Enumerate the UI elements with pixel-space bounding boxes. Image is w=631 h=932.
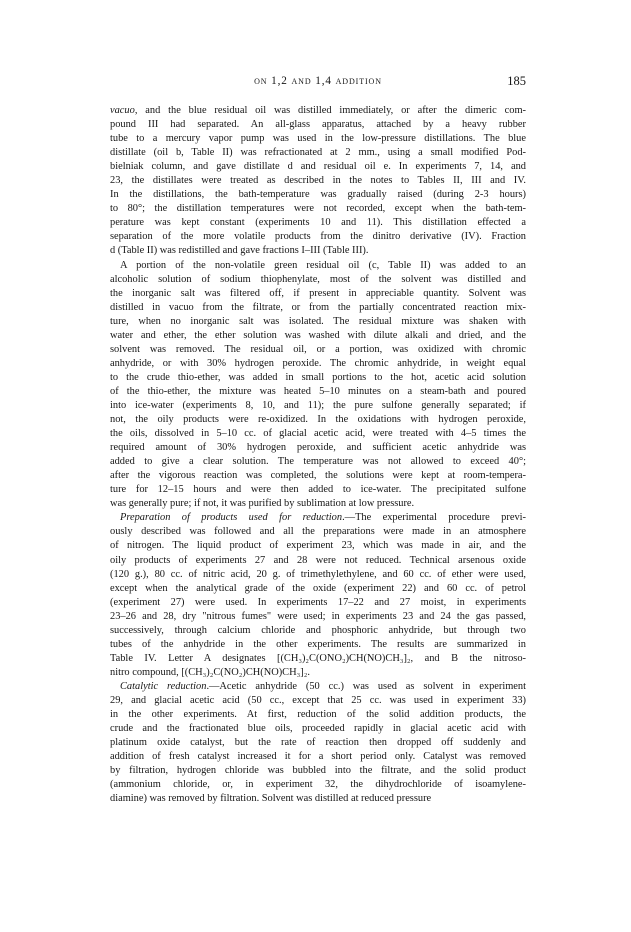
paragraph xyxy=(110,104,526,259)
text-line: by filtration, hydrogen chloride was bubbled into the filtrate, and the solid product xyxy=(110,765,526,777)
text-line: 23–26 and 28, dry "nitrous fumes" were used; in experiments 23 and 24 the gas passed, xyxy=(110,610,526,622)
body-text xyxy=(110,104,526,806)
text-line: ture, when no inorganic salt was isolated. The residual mixture was shaken with xyxy=(110,315,526,327)
text-line: of the thio-ether, the mixture was heated 5–10 minutes on a steam-bath and poured xyxy=(110,385,526,397)
text-line: vacuo, and the blue residual oil was distilled immediately, or after the dimeric com- xyxy=(110,105,526,116)
text-line: Catalytic reduction.—Acetic anhydride (50 cc.) was used as solvent in experiment xyxy=(120,680,526,692)
text-line: the inorganic salt was filtered off, if present in appreciable quantity. Solvent was xyxy=(110,287,526,299)
text-line: crude and the fractionated blue oils, proceeded rapidly in glacial acetic acid with xyxy=(110,723,526,735)
text-line: required amount of 30% hydrogen peroxide, and sufficient acetic anhydride was xyxy=(110,442,526,454)
text-line: to 80°; the distillation temperatures were not recorded, except when the bath-tem- xyxy=(110,203,526,215)
text-line: Table IV. Letter A designates [(CH₃)₂C(ONO₂)CH(NO)CH₃]₂, and B the nitroso- xyxy=(110,652,526,664)
text-line: addition of fresh catalyst increased it for a short period only. Catalyst was removed xyxy=(110,751,526,763)
text-line: into ice-water (experiments 8, 10, and 11); the pure sulfone generally separated; if xyxy=(110,399,526,411)
text-line: the oils, dissolved in 5–10 cc. of glacial acetic acid, were treated with 4–5 times the xyxy=(110,428,526,440)
text-line: (ammonium chloride, or, in experiment 32, the dihydrochloride of isoamylene- xyxy=(110,779,526,791)
page-header xyxy=(110,75,526,91)
paragraph xyxy=(110,511,526,680)
text-line: added to give a clear solution. The temperature was not allowed to exceed 40°; xyxy=(110,456,526,468)
text-line: (120 g.), 80 cc. of nitric acid, 20 g. of trimethylethylene, and 60 cc. of ether were used, xyxy=(110,568,526,580)
running-title: on 1,2 and 1,4 addition xyxy=(254,75,382,87)
text-line: distilled in vacuo from the filtrate, or from the partially concentrated reaction mix- xyxy=(110,301,526,313)
page-number: 185 xyxy=(507,74,526,88)
text-line: bielniak column, and gave distillate d and residual oil e. In experiments 7, 14, and xyxy=(110,161,526,173)
text-line: to the crude thio-ether, was added in small portions to the hot, acetic acid solution xyxy=(110,371,526,383)
text-line: platinum oxide catalyst, but the rate of reaction then dropped off suddenly and xyxy=(110,737,526,749)
text-line: pound III had separated. An all-glass apparatus, attached by a heavy rubber xyxy=(110,119,526,131)
text-line: water and ether, the ether solution was washed with dilute alkali and dried, and the xyxy=(110,329,526,341)
paragraph xyxy=(110,680,526,806)
text-line: except when the analytical grade of the oxide (experiment 22) and 60 cc. of petrol xyxy=(110,582,526,594)
text-line: tubes of the anhydride in the other experiments. The results are summarized in xyxy=(110,638,526,650)
text-line: d (Table II) was redistilled and gave fractions I–III (Table III). xyxy=(110,245,369,257)
text-line: oily products of experiments 27 and 28 were not reduced. Technical arsenous oxide xyxy=(110,554,526,566)
text-line: solvent was removed. The residual oil, or a portion, was oxidized with chromic xyxy=(110,343,526,355)
text-line: 23, the distillates were treated as described in the notes to Tables II, III and IV. xyxy=(110,175,526,187)
text-line: not, the oily products were re-oxidized. In the oxidations with hydrogen peroxide, xyxy=(110,414,526,426)
text-line: after the vigorous reaction was completed, the solutions were kept at room-tempera- xyxy=(110,470,526,482)
text-line: anhydride, or with 30% hydrogen peroxide. The chromic anhydride, in weight equal xyxy=(110,357,526,369)
text-line: ture for 12–15 hours and were then added to ice-water. The precipitated sulfone xyxy=(110,484,526,496)
text-line: alcoholic solution of sodium thiophenylate, most of the solvent was distilled and xyxy=(110,273,526,285)
paragraph xyxy=(110,259,526,512)
text-line: (experiment 27) were used. In experiments 17–22 and 27 moist, in experiments xyxy=(110,596,526,608)
text-line: distillate (oil b, Table II) was refractionated at 2 mm., using a small modified Pod- xyxy=(110,147,526,159)
text-line: diamine) was removed by filtration. Solvent was distilled at reduced pressure xyxy=(110,793,432,805)
text-line: of nitrogen. The liquid product of experiment 23, which was made in air, and the xyxy=(110,540,526,552)
text-line: In the distillations, the bath-temperature was gradually raised (during 2-3 hours) xyxy=(110,189,526,201)
text-line: separation of the more volatile products from the dinitro derivative (IV). Fraction xyxy=(110,231,526,243)
text-line: was generally pure; if not, it was purified by sublimation at low pressure. xyxy=(110,498,415,510)
text-line: tube to a mercury vapor pump was used in the low-pressure distillations. The blue xyxy=(110,133,526,145)
text-line: A portion of the non-volatile green residual oil (c, Table II) was added to an xyxy=(120,259,526,271)
text-line: in the other experiments. At first, reduction of the solid addition products, the xyxy=(110,709,526,721)
text-line: 29, and glacial acetic acid (50 cc., except that 25 cc. was used in experiment 33) xyxy=(110,694,526,706)
text-line: Preparation of products used for reduction.—The experimental procedure previ- xyxy=(120,512,526,524)
text-line: ously described was followed and all the preparations were made in an atmosphere xyxy=(110,526,526,538)
text-line: successively, through calcium chloride and phosphoric anhydride, but through two xyxy=(110,624,526,636)
text-line: perature was kept constant (experiments 10 and 11). This distillation effected a xyxy=(110,217,526,229)
text-line: nitro compound, [(CH₃)₂C(NO₂)CH(NO)CH₃]₂. xyxy=(110,666,310,678)
